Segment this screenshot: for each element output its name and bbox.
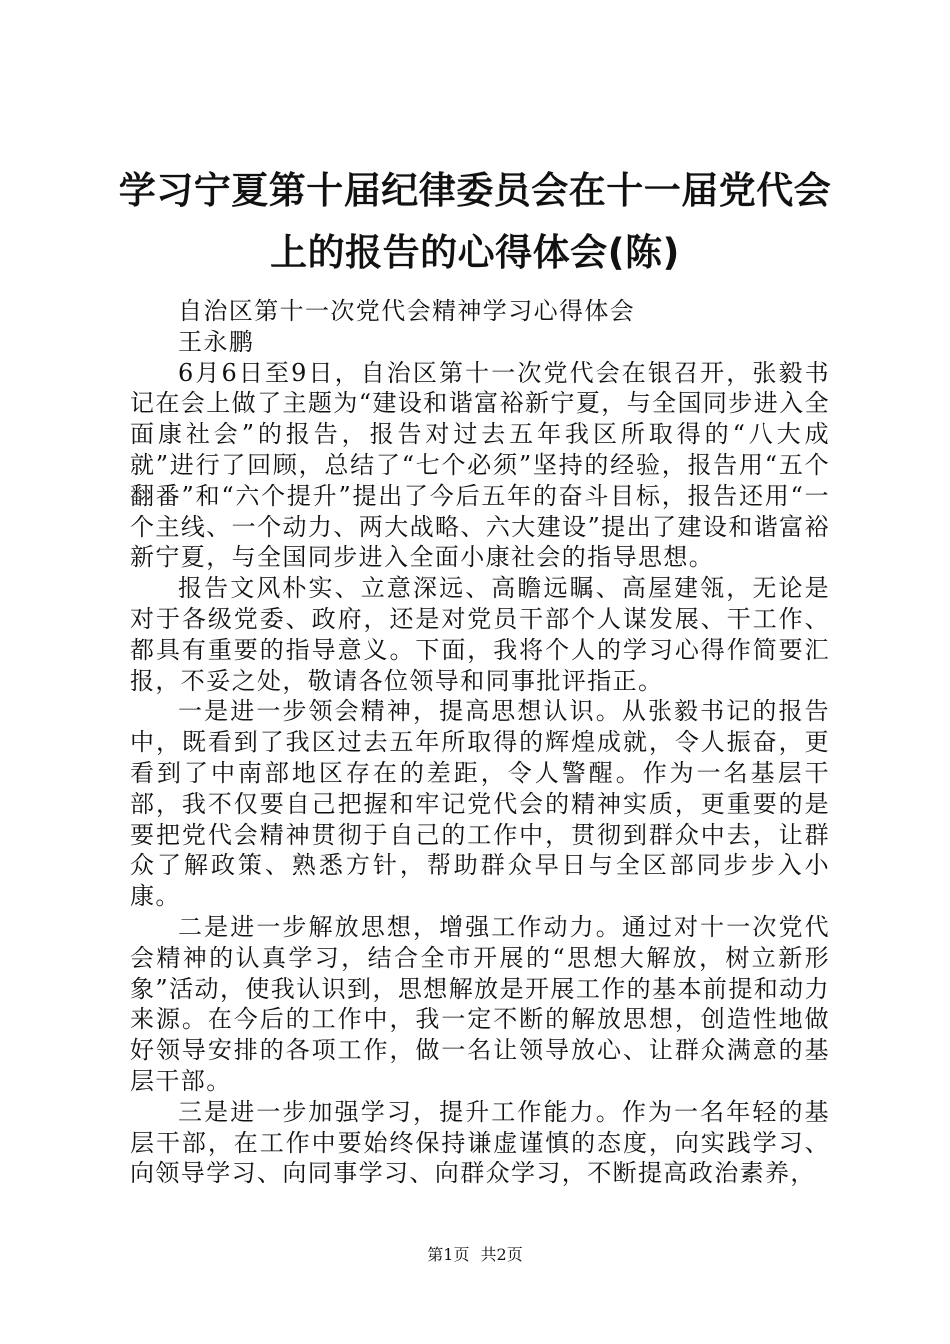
page-total: 共2页 [480,1245,523,1264]
body-paragraph: 一是进一步领会精神，提高思想认识。从张毅书记的报告中，既看到了我区过去五年所取得的辉煌成就，令人振奋，更看到了中南部地区存在的差距，令人警醒。作为一名基层干部，我不仅要自己把握和牢记党代会的精神实质，更重要的是要把党代会精神贯彻于自己的工作中，贯彻到群众中去，让群众了解政策、熟悉方针，帮助群众早日与全区部同步步入小康。 [130,697,830,911]
page-number: 第1页 [427,1245,470,1264]
body-paragraph: 二是进一步解放思想，增强工作动力。通过对十一次党代会精神的认真学习，结合全市开展的“思想大解放，树立新形象”活动，使我认识到，思想解放是开展工作的基本前提和动力来源。在今后的工作中，我一定不断的解放思想，创造性地做好领导安排的各项工作，做一名让领导放心、让群众满意的基层干部。 [130,912,830,1095]
body-paragraph: 三是进一步加强学习，提升工作能力。作为一名年轻的基层干部，在工作中要始终保持谦虚谨慎的态度，向实践学习、向领导学习、向同事学习、向群众学习，不断提高政治素养， [130,1097,830,1188]
document-title: 学习宁夏第十届纪律委员会在十一届党代会上的报告的心得体会(陈) [118,169,832,274]
document-author: 王永鹏 [178,327,255,356]
page-footer [0,1244,950,1266]
document-body [130,296,830,1189]
body-paragraph: 6月6日至9日，自治区第十一次党代会在银召开，张毅书记在会上做了主题为“建设和谐富裕新宁夏，与全国同步进入全面康社会”的报告，报告对过去五年我区所取得的“八大成就”进行了回顾，总结了“七个必须”坚持的经验，报告用“五个翻番”和“六个提升”提出了今后五年的奋斗目标，报告还用“一个主线、一个动力、两大战略、六大建设”提出了建设和谐富裕新宁夏，与全国同步进入全面小康社会的指导思想。 [130,358,830,572]
body-paragraph: 报告文风朴实、立意深远、高瞻远瞩、高屋建瓴，无论是对于各级党委、政府，还是对党员干部个人谋发展、干工作、都具有重要的指导意义。下面，我将个人的学习心得作简要汇报，不妥之处，敬请各位领导和同事批评指正。 [130,574,830,695]
document-subtitle: 自治区第十一次党代会精神学习心得体会 [178,297,636,325]
